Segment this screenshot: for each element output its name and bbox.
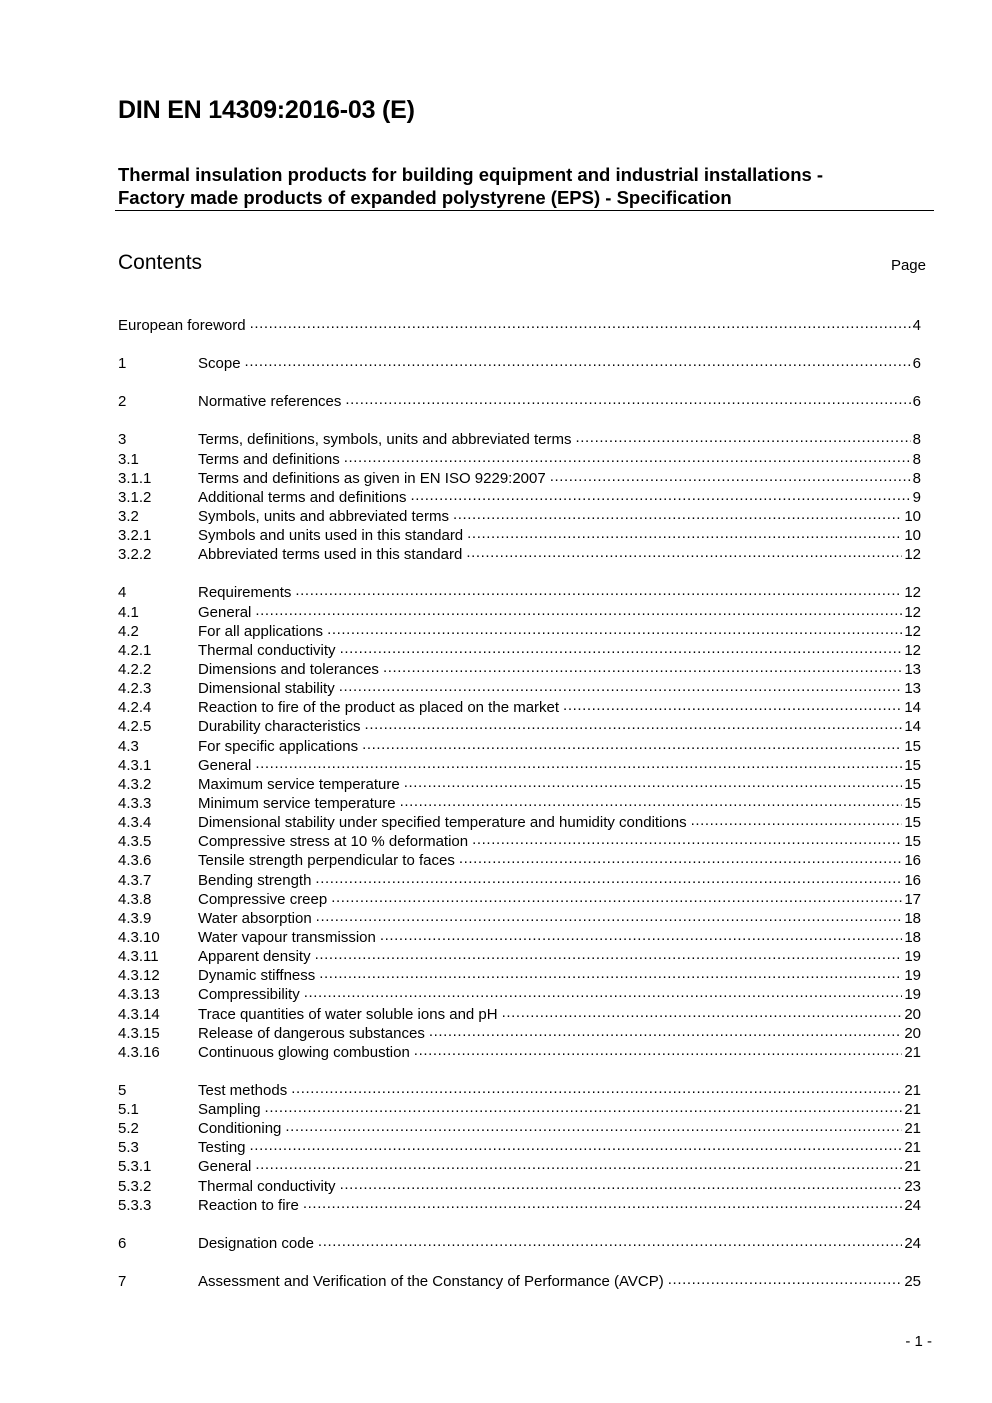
toc-entry-title: Terms and definitions	[198, 450, 340, 468]
toc-entry[interactable]	[118, 716, 921, 735]
toc-entry-title: General	[198, 603, 252, 621]
toc-entry-title: Dynamic stiffness	[198, 967, 316, 985]
toc-entry-title: Release of dangerous substances	[198, 1024, 425, 1042]
toc-entry[interactable]	[118, 468, 921, 487]
toc-entry-title: Requirements	[198, 584, 292, 602]
toc-entry-page: 20	[904, 1024, 921, 1042]
toc-entry[interactable]	[118, 889, 921, 908]
toc-dot-leader	[250, 315, 911, 330]
toc-entry-page: 12	[904, 546, 921, 564]
toc-dot-leader	[303, 1195, 902, 1210]
toc-entry-page: 25	[904, 1273, 921, 1291]
toc-dot-leader	[362, 736, 902, 751]
toc-entry-page: 21	[904, 1043, 921, 1061]
toc-entry-title: Abbreviated terms used in this standard	[198, 546, 463, 564]
toc-entry-page: 19	[904, 986, 921, 1004]
toc-entry-title: Apparent density	[198, 948, 311, 966]
toc-entry-title: Reaction to fire of the product as placed on the market	[198, 699, 560, 717]
toc-entry-number: 3.2	[118, 507, 139, 525]
toc-dot-leader	[265, 1099, 903, 1114]
toc-entry-title: Minimum service temperature	[198, 794, 396, 812]
toc-entry-page: 18	[904, 928, 921, 946]
document-title-line-2: Factory made products of expanded polystyrene (EPS) - Specification	[118, 187, 732, 208]
toc-entry-title: Sampling	[198, 1101, 261, 1119]
toc-entry-page: 12	[904, 603, 921, 621]
toc-entry-title: Continuous glowing combustion	[198, 1043, 410, 1061]
toc-entry-number: 4.3.13	[118, 986, 160, 1004]
toc-dot-leader	[250, 1137, 903, 1152]
toc-entry-number: 4.2.5	[118, 718, 152, 736]
toc-entry[interactable]	[118, 1042, 921, 1061]
toc-entry-title: Durability characteristics	[198, 718, 361, 736]
toc-dot-leader	[316, 908, 903, 923]
toc-entry[interactable]	[118, 965, 921, 984]
toc-entry-number: 4.3.10	[118, 928, 160, 946]
toc-entry-page: 12	[904, 622, 921, 640]
toc-entry-page: 19	[904, 967, 921, 985]
toc-dot-leader	[563, 697, 902, 712]
toc-entry-title: Tensile strength perpendicular to faces	[198, 852, 455, 870]
toc-entry-number: 4.3.14	[118, 1005, 160, 1023]
toc-dot-leader	[340, 1176, 903, 1191]
toc-dot-leader	[400, 793, 903, 808]
toc-entry[interactable]	[118, 1233, 921, 1252]
toc-entry[interactable]	[118, 946, 921, 965]
toc-entry-number: 3.1.2	[118, 488, 152, 506]
toc-entry-number: 4.3.9	[118, 909, 152, 927]
toc-entry-title: Assessment and Verification of the Constancy of Performance (AVCP)	[198, 1273, 664, 1291]
toc-dot-leader	[410, 487, 910, 502]
toc-dot-leader	[318, 1233, 902, 1248]
toc-entry[interactable]	[118, 1118, 921, 1137]
toc-entry-page: 14	[904, 699, 921, 717]
contents-heading: Contents	[118, 251, 203, 274]
toc-entry[interactable]	[118, 678, 921, 697]
toc-entry[interactable]	[118, 812, 921, 831]
toc-entry-number: 7	[118, 1273, 127, 1291]
toc-entry-title: Additional terms and definitions	[198, 488, 407, 506]
toc-entry-page: 9	[912, 488, 921, 506]
toc-entry-page: 16	[904, 852, 921, 870]
toc-entry[interactable]	[118, 1195, 921, 1214]
toc-dot-leader	[344, 449, 911, 464]
toc-entry[interactable]	[118, 927, 921, 946]
toc-dot-leader	[315, 870, 902, 885]
toc-entry-title: Dimensions and tolerances	[198, 660, 379, 678]
toc-entry-number: 4.2.4	[118, 699, 152, 717]
toc-entry-number: 4.3.2	[118, 775, 152, 793]
toc-dot-leader	[429, 1023, 902, 1038]
toc-dot-leader	[340, 640, 903, 655]
toc-entry[interactable]	[118, 525, 921, 544]
toc-entry-number: 3	[118, 431, 127, 449]
toc-entry-page: 18	[904, 909, 921, 927]
toc-entry-page: 8	[912, 431, 921, 449]
toc-entry-page: 16	[904, 871, 921, 889]
toc-entry[interactable]	[118, 908, 921, 927]
toc-entry-title: Reaction to fire	[198, 1196, 299, 1214]
toc-entry-title: Water vapour transmission	[198, 928, 376, 946]
toc-entry-title: Compressibility	[198, 986, 300, 1004]
toc-section-group	[118, 582, 921, 1061]
toc-entry-number: 3.1	[118, 450, 139, 468]
toc-entry[interactable]	[118, 755, 921, 774]
toc-dot-leader	[345, 391, 910, 406]
toc-entry-page: 6	[912, 393, 921, 411]
toc-dot-leader	[255, 755, 902, 770]
toc-entry[interactable]	[118, 640, 921, 659]
toc-entry-number: 4.3.16	[118, 1043, 160, 1061]
toc-entry-page: 15	[904, 833, 921, 851]
toc-section-group	[118, 1271, 921, 1290]
toc-dot-leader	[691, 812, 903, 827]
toc-entry-number: 3.2.1	[118, 527, 152, 545]
toc-entry-page: 4	[912, 317, 921, 334]
toc-dot-leader	[291, 1080, 902, 1095]
toc-entry-title: Thermal conductivity	[198, 641, 336, 659]
toc-entry-title: General	[198, 756, 252, 774]
toc-entry[interactable]	[118, 984, 921, 1003]
table-of-contents	[118, 315, 921, 1309]
toc-entry-title: Thermal conductivity	[198, 1177, 336, 1195]
toc-entry-title: Conditioning	[198, 1120, 282, 1138]
toc-entry-page: 8	[912, 469, 921, 487]
toc-entry-page: 24	[904, 1196, 921, 1214]
toc-entry-title: For specific applications	[198, 737, 359, 755]
toc-entry-title: Symbols, units and abbreviated terms	[198, 507, 449, 525]
toc-entry[interactable]	[118, 1271, 921, 1290]
toc-dot-leader	[295, 582, 902, 597]
toc-entry[interactable]	[118, 506, 921, 525]
toc-entry-title: Terms and definitions as given in EN ISO 9229:2007	[198, 469, 546, 487]
toc-entry-number: 4.3.15	[118, 1024, 160, 1042]
toc-dot-leader	[285, 1118, 902, 1133]
toc-entry[interactable]	[118, 870, 921, 889]
toc-entry[interactable]	[118, 353, 921, 372]
toc-dot-leader	[459, 850, 902, 865]
toc-entry-title: Symbols and units used in this standard	[198, 527, 464, 545]
toc-entry-title: Water absorption	[198, 909, 312, 927]
document-title	[118, 163, 933, 209]
toc-entry-number: 4.3.5	[118, 833, 152, 851]
toc-dot-leader	[668, 1271, 903, 1286]
toc-entry-title: Maximum service temperature	[198, 775, 400, 793]
toc-entry-number: 4.2.3	[118, 680, 152, 698]
toc-section-group	[118, 1080, 921, 1214]
toc-entry[interactable]	[118, 487, 921, 506]
page-number: - 1 -	[905, 1333, 932, 1350]
toc-dot-leader	[304, 984, 903, 999]
toc-dot-leader	[383, 659, 902, 674]
toc-entry-page: 21	[904, 1101, 921, 1119]
toc-dot-leader	[404, 774, 903, 789]
toc-entry[interactable]	[118, 1137, 921, 1156]
toc-entry-title: Terms, definitions, symbols, units and abbreviated terms	[198, 431, 572, 449]
toc-entry-number: 4.3.8	[118, 890, 152, 908]
toc-entry[interactable]	[118, 1023, 921, 1042]
toc-entry-number: 5.1	[118, 1101, 139, 1119]
toc-entry-number: 6	[118, 1234, 127, 1252]
toc-entry-title: Scope	[198, 355, 241, 373]
toc-entry[interactable]	[118, 391, 921, 410]
toc-entry-page: 17	[904, 890, 921, 908]
title-divider	[115, 210, 934, 211]
toc-entry-page: 13	[904, 660, 921, 678]
toc-entry-number: 5.3.3	[118, 1196, 152, 1214]
document-title-line-1: Thermal insulation products for building equipment and industrial installations -	[118, 164, 824, 185]
toc-entry[interactable]	[118, 602, 921, 621]
toc-dot-leader	[502, 1004, 903, 1019]
toc-entry[interactable]	[118, 429, 921, 448]
toc-section-group	[118, 353, 921, 372]
toc-entry[interactable]	[118, 774, 921, 793]
toc-dot-leader	[365, 716, 903, 731]
toc-entry-page: 10	[904, 527, 921, 545]
toc-section-group	[118, 315, 921, 334]
toc-entry[interactable]	[118, 736, 921, 755]
toc-entry-page: 19	[904, 948, 921, 966]
toc-entry-title: Bending strength	[198, 871, 312, 889]
toc-entry-page: 15	[904, 775, 921, 793]
toc-entry-title: European foreword	[118, 317, 246, 334]
toc-entry-number: 4.2	[118, 622, 139, 640]
toc-entry-page: 15	[904, 737, 921, 755]
toc-section-group	[118, 391, 921, 410]
toc-dot-leader	[339, 678, 903, 693]
toc-entry-number: 5.2	[118, 1120, 139, 1138]
page-column-label: Page	[890, 257, 926, 274]
toc-entry-title: Trace quantities of water soluble ions and pH	[198, 1005, 498, 1023]
toc-entry-page: 10	[904, 507, 921, 525]
toc-dot-leader	[327, 621, 902, 636]
toc-entry-number: 3.1.1	[118, 469, 152, 487]
toc-dot-leader	[319, 965, 902, 980]
toc-dot-leader	[245, 353, 911, 368]
toc-entry-number: 4.3.12	[118, 967, 160, 985]
toc-dot-leader	[255, 1156, 902, 1171]
toc-entry-title: Compressive stress at 10 % deformation	[198, 833, 469, 851]
toc-entry-page: 21	[904, 1158, 921, 1176]
toc-dot-leader	[315, 946, 903, 961]
toc-entry-number: 4.3.3	[118, 794, 152, 812]
toc-entry-page: 24	[904, 1234, 921, 1252]
toc-entry[interactable]	[118, 659, 921, 678]
toc-entry-number: 4.3	[118, 737, 139, 755]
toc-entry[interactable]	[118, 544, 921, 563]
toc-entry-title: Normative references	[198, 393, 342, 411]
toc-section-group	[118, 1233, 921, 1252]
toc-entry[interactable]	[118, 315, 921, 334]
toc-entry[interactable]	[118, 1176, 921, 1195]
toc-dot-leader	[453, 506, 902, 521]
toc-dot-leader	[255, 602, 902, 617]
toc-entry[interactable]	[118, 621, 921, 640]
toc-entry-page: 8	[912, 450, 921, 468]
toc-entry-number: 1	[118, 355, 127, 373]
toc-entry[interactable]	[118, 1156, 921, 1175]
toc-entry[interactable]	[118, 1099, 921, 1118]
toc-entry-page: 23	[904, 1177, 921, 1195]
toc-entry[interactable]	[118, 831, 921, 850]
toc-dot-leader	[472, 831, 902, 846]
toc-entry-number: 4	[118, 584, 127, 602]
toc-entry-page: 12	[904, 641, 921, 659]
toc-entry-number: 4.3.1	[118, 756, 152, 774]
toc-entry-number: 4.1	[118, 603, 139, 621]
toc-entry-number: 3.2.2	[118, 546, 152, 564]
toc-entry[interactable]	[118, 1004, 921, 1023]
toc-entry[interactable]	[118, 1080, 921, 1099]
toc-dot-leader	[467, 525, 902, 540]
toc-entry-page: 13	[904, 680, 921, 698]
document-id: DIN EN 14309:2016-03 (E)	[118, 96, 415, 124]
toc-entry[interactable]	[118, 793, 921, 812]
toc-dot-leader	[380, 927, 902, 942]
toc-entry-page: 12	[904, 584, 921, 602]
toc-entry-title: Compressive creep	[198, 890, 328, 908]
toc-entry[interactable]	[118, 449, 921, 468]
toc-entry-title: Dimensional stability	[198, 680, 335, 698]
toc-entry-page: 15	[904, 794, 921, 812]
toc-dot-leader	[331, 889, 902, 904]
toc-entry-page: 20	[904, 1005, 921, 1023]
toc-dot-leader	[550, 468, 911, 483]
toc-entry-page: 15	[904, 756, 921, 774]
toc-entry-page: 6	[912, 355, 921, 373]
toc-entry-number: 4.3.11	[118, 948, 159, 966]
toc-entry-title: For all applications	[198, 622, 324, 640]
toc-entry-page: 15	[904, 814, 921, 832]
toc-entry-number: 4.2.2	[118, 660, 152, 678]
toc-entry-number: 5.3	[118, 1139, 139, 1157]
toc-entry-number: 4.2.1	[118, 641, 152, 659]
toc-entry[interactable]	[118, 582, 921, 601]
toc-entry-title: Test methods	[198, 1081, 288, 1099]
toc-entry[interactable]	[118, 697, 921, 716]
toc-entry[interactable]	[118, 850, 921, 869]
toc-entry-number: 4.3.6	[118, 852, 152, 870]
toc-entry-number: 4.3.4	[118, 814, 152, 832]
toc-entry-number: 2	[118, 393, 127, 411]
toc-entry-number: 4.3.7	[118, 871, 152, 889]
toc-dot-leader	[466, 544, 902, 559]
toc-entry-page: 21	[904, 1081, 921, 1099]
toc-entry-title: General	[198, 1158, 252, 1176]
toc-entry-title: Dimensional stability under specified temperature and humidity conditions	[198, 814, 687, 832]
toc-dot-leader	[576, 429, 911, 444]
toc-entry-title: Testing	[198, 1139, 246, 1157]
toc-entry-number: 5	[118, 1081, 127, 1099]
toc-entry-title: Designation code	[198, 1234, 314, 1252]
toc-entry-number: 5.3.1	[118, 1158, 152, 1176]
toc-section-group	[118, 429, 921, 563]
toc-entry-page: 21	[904, 1120, 921, 1138]
toc-entry-page: 21	[904, 1139, 921, 1157]
toc-entry-number: 5.3.2	[118, 1177, 152, 1195]
toc-dot-leader	[414, 1042, 903, 1057]
toc-entry-page: 14	[904, 718, 921, 736]
